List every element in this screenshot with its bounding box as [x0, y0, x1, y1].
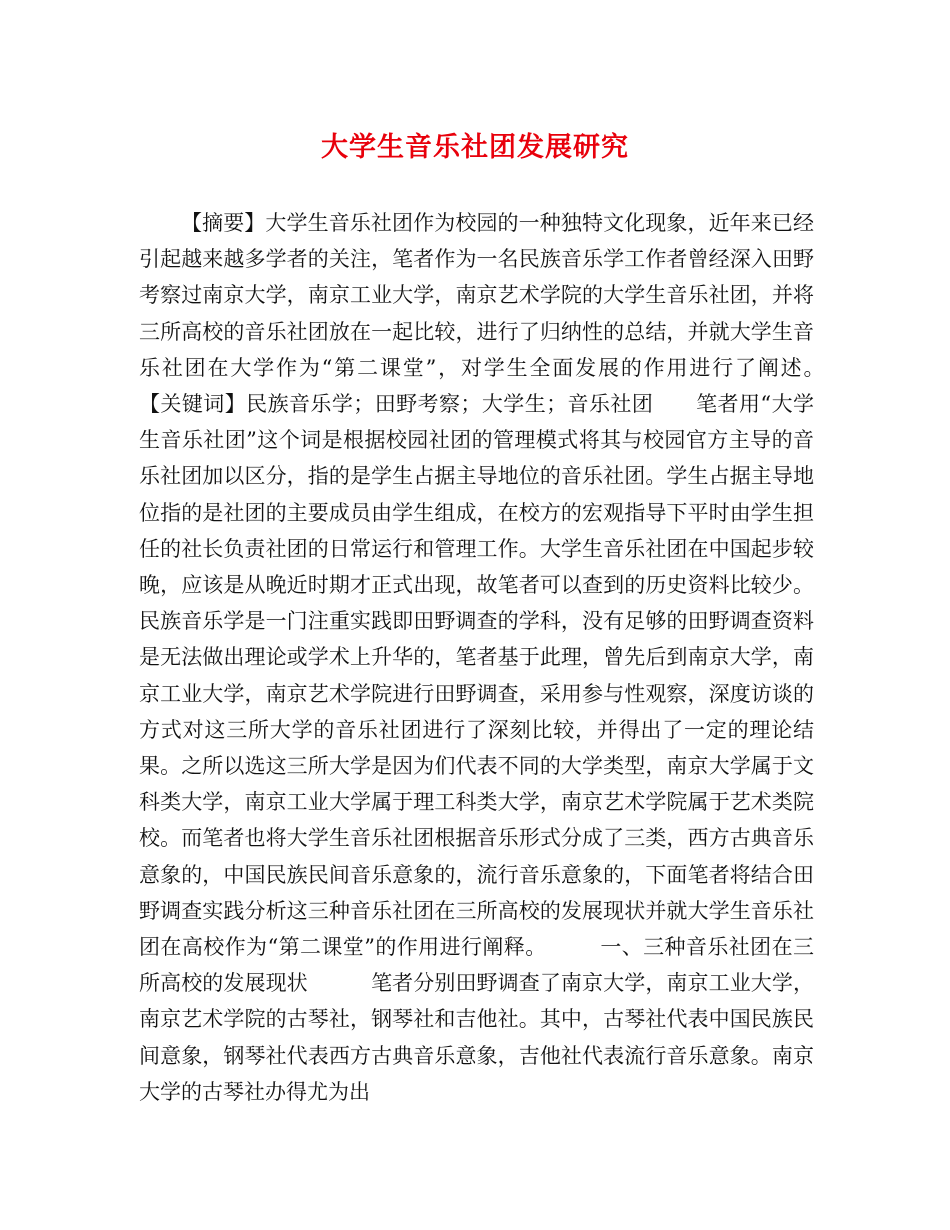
- document-body: 【摘要】大学生音乐社团作为校园的一种独特文化现象，近年来已经引起越来越多学者的关注，笔者作为一名民族音乐学工作者曾经深入田野考察过南京大学，南京工业大学，南京艺术学院的大学生音乐社团，并将三所高校的音乐社团放在一起比较，进行了归纳性的总结，并就大学生音乐社团在大学作为“第二课堂”，对学生全面发展的作用进行了阐述。 【关键词】民族音乐学；田野考察；大学生；音乐社团 笔者用“大学生音乐社团”这个词是根据校园社团的管理模式将其与校园官方主导的音乐社团加以区分，指的是学生占据主导地位的音乐社团。学生占据主导地位指的是社团的主要成员由学生组成，在校方的宏观指导下平时由学生担任的社长负责社团的日常运行和管理工作。大学生音乐社团在中国起步较晚，应该是从晚近时期才正式出现，故笔者可以查到的历史资料比较少。民族音乐学是一门注重实践即田野调查的学科，没有足够的田野调查资料是无法做出理论或学术上升华的，笔者基于此理，曾先后到南京大学，南京工业大学，南京艺术学院进行田野调查，采用参与性观察，深度访谈的方式对这三所大学的音乐社团进行了深刻比较，并得出了一定的理论结果。之所以选这三所大学是因为们代表不同的大学类型，南京大学属于文科类大学，南京工业大学属于理工科类大学，南京艺术学院属于艺术类院校。而笔者也将大学生音乐社团根据音乐形式分成了三类，西方古典音乐意象的，中国民族民间音乐意象的，流行音乐意象的，下面笔者将结合田野调查实践分析这三种音乐社团在三所高校的发展现状并就大学生音乐社团在高校作为“第二课堂”的作用进行阐释。 一、三种音乐社团在三所高校的发展现状 笔者分别田野调查了南京大学，南京工业大学，南京艺术学院的古琴社，钢琴社和吉他社。其中，古琴社代表中国民族民间意象，钢琴社代表西方古典音乐意象，吉他社代表流行音乐意象。南京大学的古琴社办得尤为出: [139, 211, 877, 1104]
- document-title: 大学生音乐社团发展研究: [321, 132, 629, 163]
